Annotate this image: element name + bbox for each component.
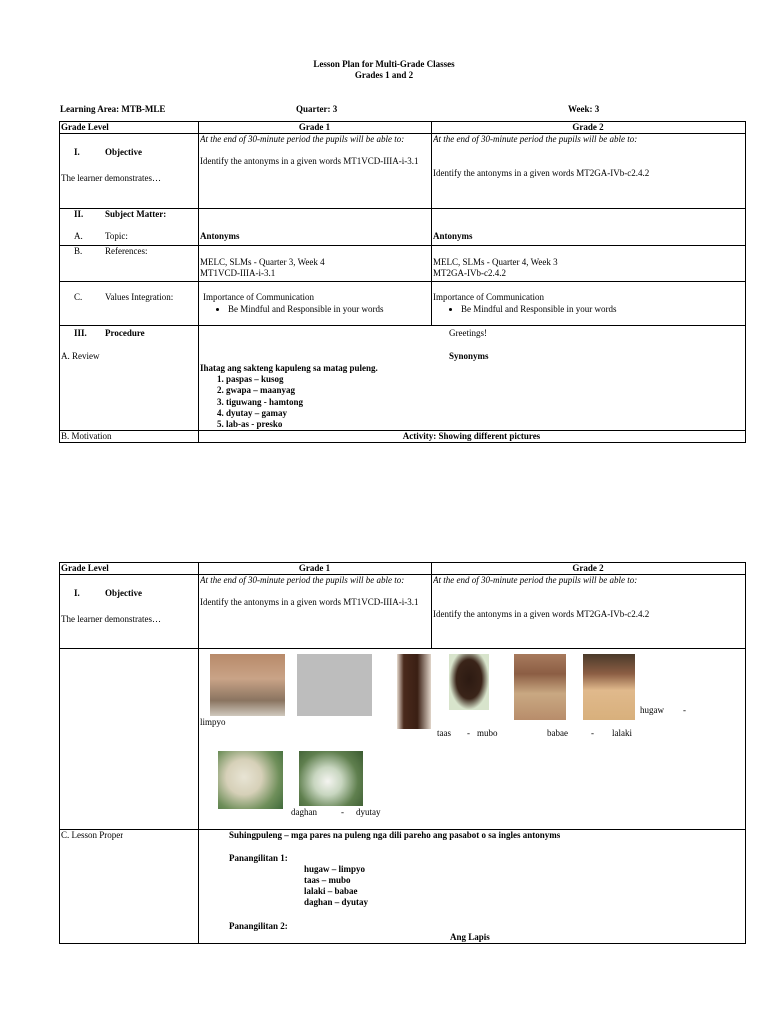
g1-references-line2: MT1VCD-IIIA-i-3.1 [200,268,276,278]
list-item: 1. paspas – kusog [226,374,430,385]
grade2-header: Grade 2 [572,563,604,573]
g1-objective-intro: At the end of 30-minute period the pupils will be able to: [200,575,405,585]
grade1-header: Grade 1 [298,563,331,573]
objective-label: Objective [105,147,142,157]
g2-topic: Antonyms [433,231,473,241]
list-item: 2. gwapa – maanyag [226,385,430,396]
few-flowers-photo [299,751,363,806]
dash: - [591,728,594,738]
g1-references-line1: MELC, SLMs - Quarter 3, Week 4 [200,257,325,267]
word-daghan: daghan [291,807,317,817]
document-title: Lesson Plan for Multi-Grade Classes [313,59,455,69]
values-number: C. [74,292,83,302]
dash: - [683,705,686,715]
objective-number: I. [74,147,80,157]
dirty-ground-photo [210,654,285,716]
review-instruction: Ihatag ang sakteng kapuleng sa matag puleng. [200,363,378,373]
g1-objective-text: Identify the antonyms in a given words MT1VCD-IIIA-i-3.1 [200,156,419,166]
word-babae: babae [547,728,568,738]
document-subtitle: Grades 1 and 2 [354,70,414,80]
g2-objective-text: Identify the antonyms in a given words MT2GA-IVb-c2.4.2 [433,609,650,619]
g2-objective-intro: At the end of 30-minute period the pupils will be able to: [433,134,638,144]
example-pair: taas – mubo [304,875,351,885]
motivation-label: B. Motivation [61,431,112,441]
many-flowers-photo [218,751,283,809]
story-title: Ang Lapis [450,932,490,942]
g1-objective-text: Identify the antonyms in a given words MT1VCD-IIIA-i-3.1 [200,597,419,607]
g1-objective-intro: At the end of 30-minute period the pupils will be able to: [200,134,405,144]
g2-values-bullet: • Be Mindful and Responsible in your words [461,304,743,315]
g2-objective-text: Identify the antonyms in a given words MT2GA-IVb-c2.4.2 [433,168,650,178]
grade-level-header: Grade Level [61,563,109,573]
boy-photo [583,654,635,720]
procedure-number: III. [74,328,87,338]
word-lalaki: lalaki [612,728,632,738]
g1-values-list [200,304,430,315]
subject-label: Subject Matter: [105,209,167,219]
example-pair: hugaw – limpyo [304,864,366,874]
greetings: Greetings! [449,328,487,338]
word-hugaw: hugaw [640,705,664,715]
topic-number: A. [74,231,83,241]
references-number: B. [74,246,83,256]
references-label: References: [105,246,148,256]
clean-floor-photo [297,654,372,716]
review-label: A. Review [61,351,100,361]
lesson-definition: Suhingpuleng – mga pares na puleng nga dili pareho ang pasabot o sa ingles antonyms [229,830,561,840]
g1-topic: Antonyms [200,231,240,241]
grade-level-header: Grade Level [61,122,109,132]
dash: - [467,728,470,738]
review-list [200,374,430,430]
example1-label: Panangilitan 1: [229,853,288,863]
girl-photo [514,654,566,720]
motivation-activity: Activity: Showing different pictures [402,431,541,441]
example-pair: daghan – dyutay [304,897,369,907]
grade1-header: Grade 1 [298,122,331,132]
g2-values-title: Importance of Communication [433,292,544,302]
g2-objective-intro: At the end of 30-minute period the pupils will be able to: [433,575,638,585]
procedure-label: Procedure [105,328,145,338]
dash: - [341,807,344,817]
week: Week: 3 [568,104,600,114]
example-pair: lalaki – babae [304,886,358,896]
values-label: Values Integration: [105,292,174,302]
quarter: Quarter: 3 [296,104,338,114]
long-hair-photo [397,654,431,729]
objective-number: I. [74,588,80,598]
g1-values-bullet: • Be Mindful and Responsible in your words [228,304,430,315]
list-item: 5. lab-as - presko [226,419,430,430]
synonyms-label: Synonyms [449,351,489,361]
word-dyutay: dyutay [356,807,381,817]
grade2-header: Grade 2 [572,122,604,132]
word-taas: taas [437,728,451,738]
learner-demonstrates: The learner demonstrates… [61,614,161,624]
topic-label: Topic: [105,231,128,241]
short-hair-photo [449,654,489,710]
learner-demonstrates: The learner demonstrates… [61,173,161,183]
g1-values-title: Importance of Communication [203,292,314,302]
word-mubo: mubo [477,728,498,738]
example2-label: Panangilitan 2: [229,921,288,931]
subject-number: II. [74,209,84,219]
list-item: 3. tiguwang - hamtong [226,397,430,408]
g2-references-line1: MELC, SLMs - Quarter 4, Week 3 [433,257,558,267]
lesson-proper-label: C. Lesson Proper [61,830,124,840]
g2-references-line2: MT2GA-IVb-c2.4.2 [433,268,506,278]
word-limpyo: limpyo [200,717,226,727]
learning-area: Learning Area: MTB-MLE [60,104,166,114]
g2-values-list [433,304,743,315]
list-item: 4. dyutay – gamay [226,408,430,419]
objective-label: Objective [105,588,142,598]
